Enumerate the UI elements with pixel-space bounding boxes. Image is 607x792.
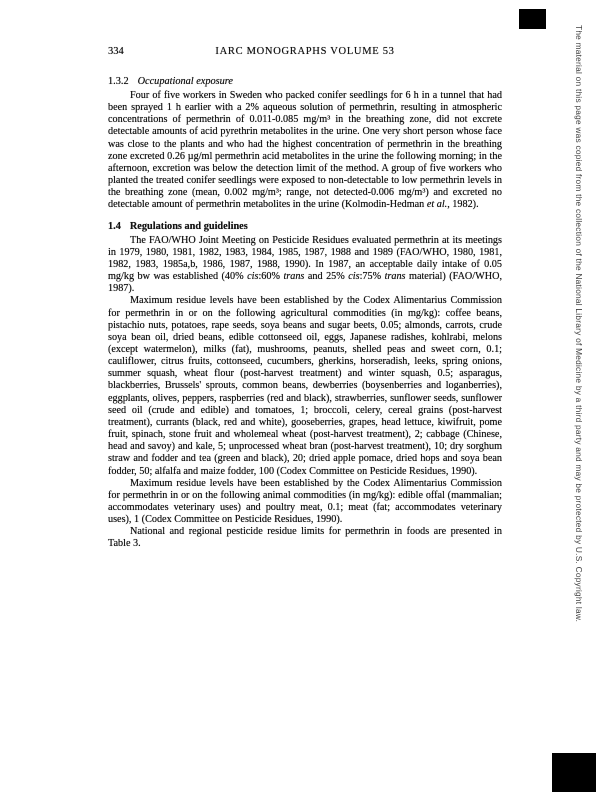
document-page-content bbox=[108, 46, 502, 551]
section-title: Occupational exposure bbox=[137, 76, 234, 87]
copyright-notice: The material on this page was copied from the collection of the National Library of Medicine by a third party and may be protected by U.S. Copyright law. bbox=[574, 25, 584, 623]
section-heading-regulations bbox=[108, 221, 502, 232]
paragraph-animal-commodities: Maximum residue levels have been established by the Codex Alimentarius Commission for permethrin in or on the following animal commodities (in mg/kg): edible offal (mammalian; accommodates veterinary uses) and poultry meat, 0.1; meat (fat; accommodates veterinary uses), 1 (Codex Committee on Pesticide Residues, 1990). bbox=[108, 477, 502, 526]
paragraph-agricultural-commodities: Maximum residue levels have been established by the Codex Alimentarius Commission for permethrin in or on the following agricultural commodities (in mg/kg): coffee beans, pistachio nuts, potatoes, rape seeds, soya beans and sugar beets, 0.05; almonds, carrots, crude soya bean oil, dried beans, edible cottonseed oil, eggs, Japanese radishes, kohlrabi, melons (except watermelon), milks (fat), mushrooms, peanuts, shelled peas and sweet corn, 0.1; cauliflower, citrus fruits, cottonseed, cucumbers, gherkins, horseradish, leeks, spring onions, summer squash, wheat flour (post-harvest treatment) and winter squash, 0.5; asparagus, blackberries, Brussels' sprouts, common beans, dewberries (boysenberries and loganberries), eggplants, olives, peppers, raspberries (red and black), strawberries, sunflower seeds, sunflower seed oil (crude and edible) and tomatoes, 1; broccoli, celery, cereal grains (post-harvest treatment), currants (black, red and white), gooseberries, grapes, head lettuce, kiwifruit, pome fruit, spinach, stone fruit and wholemeal wheat (post-harvest treatment), 2; cabbage (Chinese, head and savoy) and kale, 5; unprocessed wheat bran (post-harvest treatment), 10; dry sorghum straw and fodder and tea (green and black), 20; dried apple pomace, dried hops and soya bean fodder, 50; alfalfa and maize fodder, 100 (Codex Committee on Pesticide Residues, 1990). bbox=[108, 295, 502, 477]
paragraph-occupational-exposure: Four of five workers in Sweden who packed conifer seedlings for 6 h in a tunnel that had been sprayed 1 h earlier with a 2% aqueous solution of permethrin, resulting in atmospheric concentrations of permethrin of 0.011-0.085 mg/m³ in the breathing zone, did not excrete detectable amounts of acid pyrethrin metabolites in the urine. One very short person whose face was close to the plants and who had the highest concentration of permethrin in the breathing zone excreted 0.26 µg/ml permethrin acid metabolites in the urine the following morning; in the afternoon, excretion was below the detection limit of the method. A group of five workers who planted the treated conifer seedlings were exposed to non-detectable to low permethrin levels in the breathing zone (mean, 0.002 mg/m³; range, not detected-0.006 mg/m³) and excreted no detectable amount of permethrin metabolites in the urine (Kolmodin-Hedman et al., 1982). bbox=[108, 90, 502, 211]
page-number: 334 bbox=[108, 46, 124, 57]
page-header bbox=[108, 46, 502, 60]
section-number: 1.4 bbox=[108, 220, 121, 232]
running-title: IARC MONOGRAPHS VOLUME 53 bbox=[215, 46, 395, 57]
scan-artifact-bottom-right bbox=[552, 753, 596, 792]
scan-artifact-top-right bbox=[519, 9, 546, 29]
section-heading-occupational-exposure bbox=[108, 76, 502, 87]
paragraph-fao-who-meetings: The FAO/WHO Joint Meeting on Pesticide Residues evaluated permethrin at its meetings in 1979, 1980, 1981, 1982, 1983, 1984, 1985, 1987, 1988 and 1989 (FAO/WHO, 1980, 1981, 1982, 1983, 1985a,b, 1986, 1987, 1988, 1990). In 1987, an acceptable daily intake of 0.05 mg/kg bw was established (40% cis:60% trans and 25% cis:75% trans material) (FAO/WHO, 1987). bbox=[108, 234, 502, 295]
paragraph-national-limits: National and regional pesticide residue limits for permethrin in foods are presented in Table 3. bbox=[108, 526, 502, 550]
section-title: Regulations and guidelines bbox=[129, 220, 248, 232]
section-number: 1.3.2 bbox=[108, 76, 129, 87]
